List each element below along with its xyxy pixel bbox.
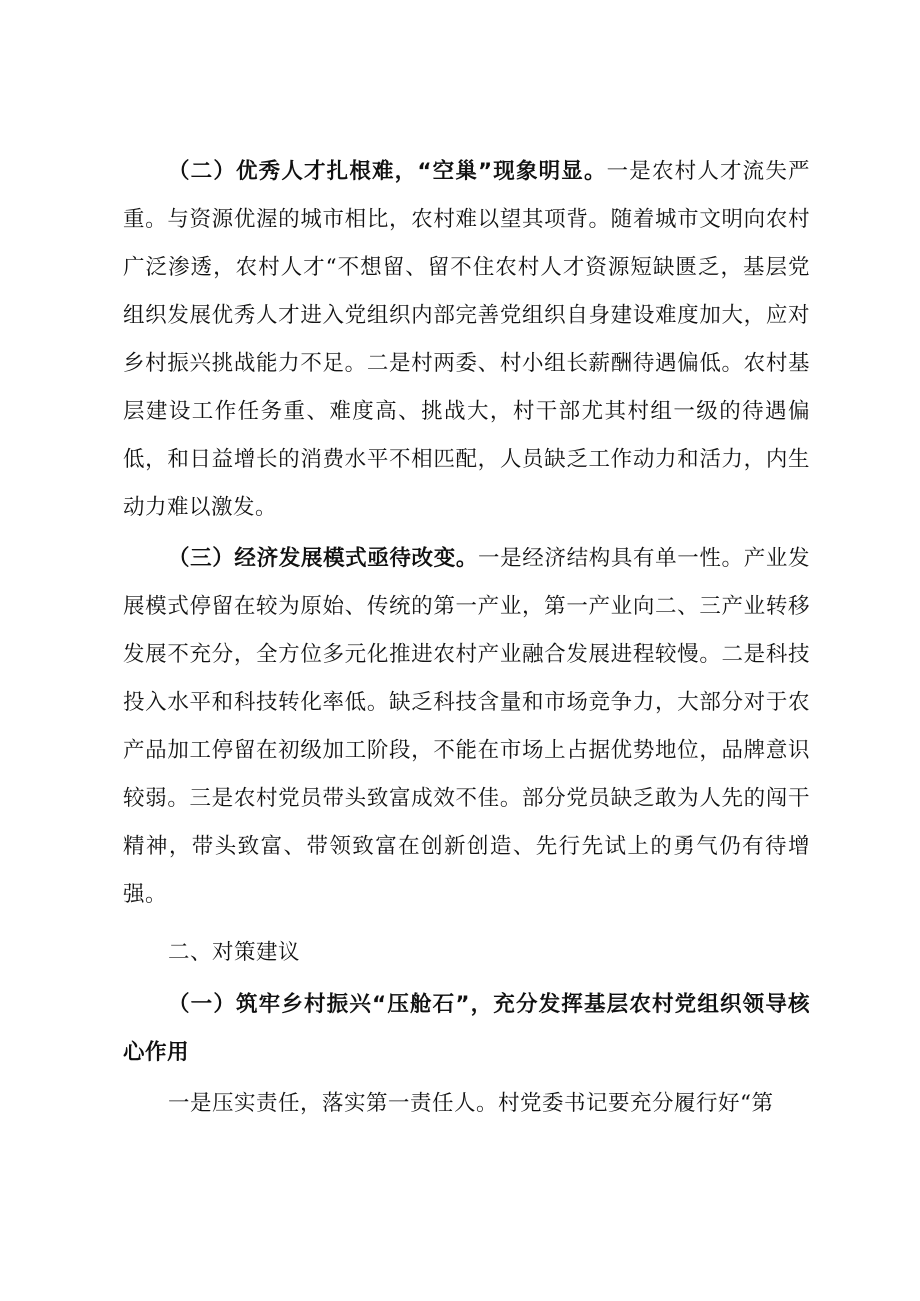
subheading-foundation: （一）筑牢乡村振兴“压舱石”，充分发挥基层农村党组织领导核心作用 bbox=[123, 992, 810, 1065]
document-page bbox=[123, 148, 810, 1128]
paragraph-economy-lead: （三）经济发展模式亟待改变。 bbox=[168, 546, 478, 571]
paragraph-economy bbox=[123, 535, 810, 919]
paragraph-economy-body: 一是经济结构具有单一性。产业发展模式停留在较为原始、传统的第一产业，第一产业向二、三产业转移发展不充分，全方位多元化推进农村产业融合发展进程较慢。二是科技投入水平和科技转化率低。缺乏科技含量和市场竞争力，大部分对于农产品加工停留在初级加工阶段，不能在市场上占据优势地位，品牌意识较弱。三是农村党员带头致富成效不佳。部分党员缺乏敢为人先的闯干精神，带头致富、带领致富在创新创造、先行先试上的勇气仍有待增强。 bbox=[123, 546, 810, 907]
paragraph-talent-lead: （二）优秀人才扎根难，“空巢”现象明显。 bbox=[168, 159, 607, 184]
paragraph-responsibility: 一是压实责任，落实第一责任人。村党委书记要充分履行好“第 bbox=[168, 1091, 774, 1116]
paragraph-talent bbox=[123, 148, 810, 532]
paragraph-talent-body: 一是农村人才流失严重。与资源优渥的城市相比，农村难以望其项背。随着城市文明向农村广泛渗透，农村人才“不想留、留不住农村人才资源短缺匮乏，基层党组织发展优秀人才进入党组织内部完善党组织自身建设难度加大，应对乡村振兴挑战能力不足。二是村两委、村小组长薪酬待遇偏低。农村基层建设工作任务重、难度高、挑战大，村干部尤其村组一级的待遇偏低，和日益增长的消费水平不相匹配，人员缺乏工作动力和活力，内生动力难以激发。 bbox=[123, 159, 810, 520]
section-heading-countermeasures: 二、对策建议 bbox=[168, 940, 301, 965]
